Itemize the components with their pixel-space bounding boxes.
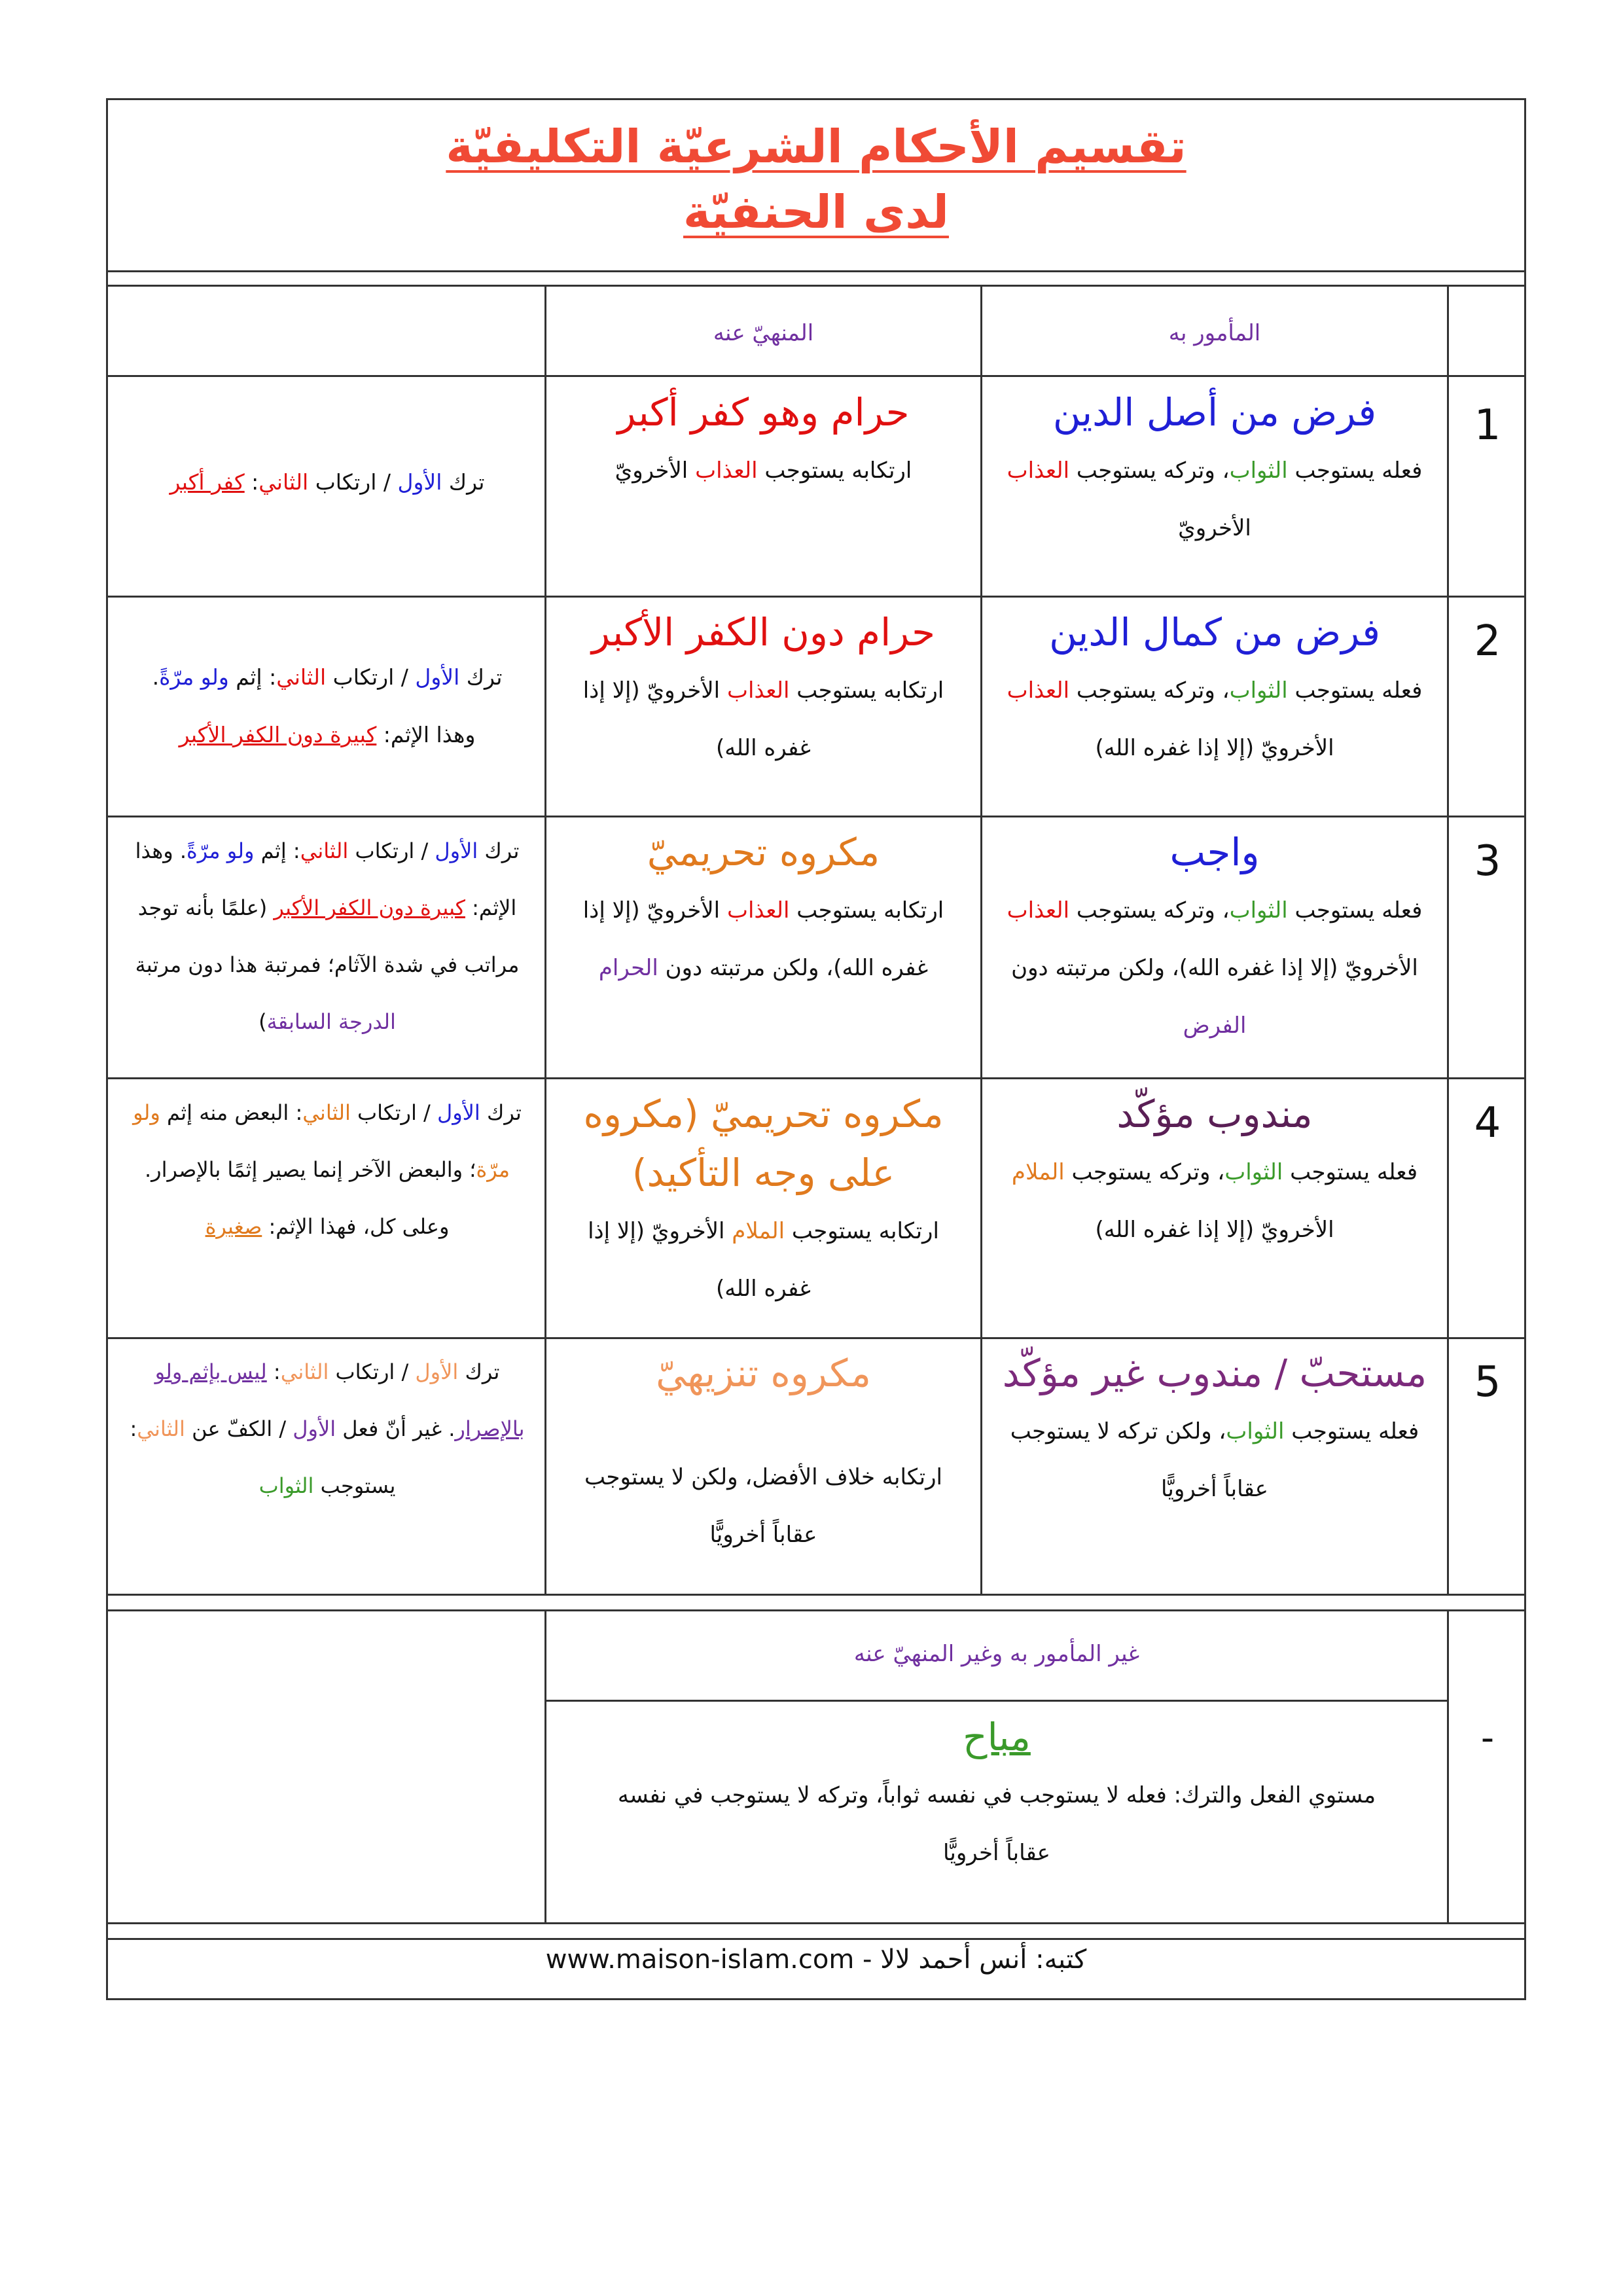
- text-part: ؛ والبعض الآخر إنما يصير إثمًا بالإصرار. وعلى كل، فهذا الإثم:: [144, 1157, 476, 1239]
- blame-term: الملام: [732, 1218, 785, 1244]
- text-part: / ارتكاب: [348, 838, 435, 863]
- text-part: الأخرويّ (إلا إذا غفره الله): [1095, 1217, 1334, 1243]
- text-part: (علمًا بأنه توجد مراتب في شدة الآثام؛ فمرتبة هذا دون مرتبة: [135, 895, 520, 977]
- ruling-note: [110, 823, 544, 1050]
- text-part: / ارتكاب: [308, 469, 398, 495]
- reward-term: الثواب: [259, 1473, 314, 1498]
- sin-level: صغيرة: [205, 1214, 262, 1239]
- text-part: :: [244, 469, 259, 495]
- text-part: ارتكابه يستوجب: [785, 1218, 939, 1244]
- forbidden-heading: مكروه تحريميّ: [647, 830, 880, 874]
- divider: [544, 1700, 1447, 1702]
- second-term: الثاني: [137, 1416, 185, 1441]
- text-part: . وهذا الإثم:: [135, 838, 517, 920]
- text-part: الأخرويّ (إلا إذا غفره الله): [1095, 735, 1334, 761]
- rank-term: الفرض: [1183, 1013, 1247, 1039]
- first-term: الأول: [397, 469, 442, 495]
- column-header-forbidden: المنهيّ عنه: [713, 320, 814, 346]
- punishment-term: العذاب: [726, 677, 790, 704]
- forbidden-heading: حرام وهو كفر أكبر: [617, 390, 910, 435]
- sin-level: ليس بإثم ولو بالإصرار: [154, 1359, 525, 1441]
- text-part: الأخرويّ (إلا إذا غفره الله): [588, 1218, 811, 1302]
- text-part: ، وتركه يستوجب: [1069, 677, 1230, 704]
- text-part: الأخرويّ (إلا إذا غفره الله): [582, 677, 811, 761]
- document-frame: [106, 98, 1526, 2000]
- text-part: ، وتركه يستوجب: [1064, 1159, 1225, 1185]
- commanded-cell: [982, 1085, 1447, 1259]
- text-part: فعله يستوجب: [1287, 897, 1423, 924]
- ruling-note: [110, 1344, 544, 1515]
- commanded-description: [1002, 1143, 1427, 1259]
- frequency-term: ولو مرّةً: [187, 838, 255, 863]
- text-part: ، وتركه يستوجب: [1069, 897, 1230, 924]
- text-part: ارتكابه يستوجب: [789, 897, 944, 924]
- divider: [108, 596, 1524, 598]
- text-part: / ارتكاب: [329, 1359, 416, 1384]
- row-number: -: [1480, 1717, 1495, 1759]
- forbidden-cell: [546, 603, 980, 777]
- commanded-heading: مندوب مؤكّد: [1116, 1092, 1313, 1136]
- first-term: الأول: [415, 1359, 459, 1384]
- row-number: 3: [1474, 837, 1501, 886]
- ruling-note: [110, 454, 544, 511]
- punishment-term: العذاب: [1007, 677, 1070, 704]
- row-number: 1: [1474, 401, 1501, 450]
- page-title: تقسيم الأحكام الشرعيّة التكليفيّة: [446, 120, 1186, 173]
- forbidden-description: [566, 662, 961, 777]
- forbidden-cell: [546, 383, 980, 499]
- divider: [108, 1594, 1524, 1596]
- text-part: / الكفّ عن: [185, 1416, 293, 1441]
- row-number: 4: [1474, 1099, 1501, 1147]
- divider: [108, 1938, 1524, 1940]
- commanded-heading: واجب: [1169, 830, 1260, 874]
- text-part: فعله يستوجب: [1287, 677, 1423, 704]
- commanded-cell: [982, 383, 1447, 557]
- commanded-heading: فرض من كمال الدين: [1049, 610, 1380, 655]
- reward-term: الثواب: [1224, 1159, 1283, 1185]
- text-part: ارتكابه يستوجب: [757, 457, 912, 484]
- text-part: الأخرويّ: [1178, 515, 1251, 541]
- second-term: الثاني: [302, 1100, 351, 1125]
- text-part: فعله يستوجب: [1287, 457, 1423, 484]
- text-part: : يستوجب: [130, 1416, 396, 1498]
- text-part: ترك: [442, 469, 485, 495]
- text-part: ، ولكن تركه لا يستوجب عقاباً أخرويًّا: [1010, 1418, 1268, 1502]
- commanded-description: [1002, 442, 1427, 557]
- text-part: :: [266, 1359, 281, 1384]
- second-term: الثاني: [259, 469, 309, 495]
- divider: [108, 1922, 1524, 1924]
- commanded-description: [1002, 882, 1427, 1054]
- text-part: ترك: [480, 1100, 522, 1125]
- first-term: الأول: [437, 1100, 480, 1125]
- forbidden-description: [566, 442, 961, 499]
- neutral-header: غير المأمور به وغير المنهيّ عنه: [853, 1641, 1140, 1667]
- page-subtitle: لدى الحنفيّة: [683, 185, 949, 239]
- forbidden-heading: مكروه تنزيهيّ: [656, 1351, 871, 1395]
- text-part: ترك: [459, 664, 503, 690]
- text-part: . غير أنّ فعل: [336, 1416, 455, 1441]
- col-divider: [1447, 1609, 1449, 1922]
- neutral-cell: [546, 1708, 1447, 1882]
- text-part: / ارتكاب: [350, 1100, 437, 1125]
- forbidden-cell: [546, 1085, 980, 1318]
- divider: [108, 285, 1524, 287]
- forbidden-cell: [546, 1344, 980, 1564]
- text-part: ، وتركه يستوجب: [1069, 457, 1230, 484]
- text-part: ): [259, 1009, 267, 1034]
- commanded-cell: [982, 823, 1447, 1054]
- column-header-commanded: المأمور به: [1168, 320, 1261, 346]
- commanded-cell: [982, 603, 1447, 777]
- punishment-term: العذاب: [1007, 457, 1070, 484]
- rank-term: الحرام: [598, 955, 658, 981]
- forbidden-heading: حرام دون الكفر الأكبر: [591, 610, 936, 655]
- row-number: 5: [1474, 1358, 1501, 1407]
- reward-term: الثواب: [1229, 677, 1288, 704]
- text-part: : البعض منه إثم: [160, 1100, 303, 1125]
- divider: [108, 1337, 1524, 1339]
- text-part: : إثم: [254, 838, 300, 863]
- punishment-term: العذاب: [1007, 897, 1070, 924]
- punishment-term: العذاب: [726, 897, 790, 924]
- text-part: الأخرويّ: [615, 457, 696, 484]
- ruling-note: [110, 1085, 544, 1255]
- text-part: فعله يستوجب: [1283, 1159, 1418, 1185]
- blame-term: الملام: [1011, 1159, 1065, 1185]
- sin-level: كبيرة دون الكفر الأكبر: [274, 895, 465, 920]
- text-part: الأخرويّ (إلا إذا غفره الله)، ولكن مرتبته دون: [1011, 955, 1418, 981]
- sin-level: كبيرة دون الكفر الأكبر: [179, 722, 377, 747]
- first-term: الأول: [293, 1416, 336, 1441]
- divider: [108, 816, 1524, 817]
- text-part: الأخرويّ (إلا إذا غفره الله)، ولكن مرتبته دون: [582, 897, 929, 981]
- first-term: الأول: [435, 838, 478, 863]
- frequency-term: ولو مرّةً: [159, 664, 229, 690]
- divider: [108, 270, 1524, 272]
- text-part: : إثم: [228, 664, 277, 690]
- reward-term: الثواب: [1226, 1418, 1285, 1444]
- ruling-note: [110, 649, 544, 764]
- punishment-term: العذاب: [695, 457, 758, 484]
- neutral-heading: مباح: [963, 1715, 1031, 1759]
- divider: [108, 1077, 1524, 1079]
- reward-term: الثواب: [1229, 457, 1288, 484]
- text-part: . وهذا الإثم:: [152, 664, 476, 747]
- text-part: ارتكابه يستوجب: [789, 677, 944, 704]
- text-part: / ارتكاب: [326, 664, 416, 690]
- second-term: الثاني: [300, 838, 349, 863]
- text-part: فعله يستوجب: [1284, 1418, 1419, 1444]
- forbidden-description: [566, 1202, 961, 1318]
- neutral-description: مستوي الفعل والترك: فعله لا يستوجب في نفسه ثواباً، وتركه لا يستوجب في نفسه عقاباً أخرويًّا: [617, 1782, 1376, 1866]
- divider: [108, 375, 1524, 377]
- frequency-term: ولو مرّة: [133, 1100, 510, 1182]
- text-part: ترك: [458, 1359, 500, 1384]
- first-term: الأول: [415, 664, 460, 690]
- commanded-cell: [982, 1344, 1447, 1518]
- commanded-description: [1002, 662, 1427, 777]
- second-term: الثاني: [276, 664, 327, 690]
- row-number: 2: [1474, 617, 1501, 666]
- commanded-heading: فرض من أصل الدين: [1052, 390, 1377, 435]
- reward-term: الثواب: [1229, 897, 1288, 924]
- rank-term: الدرجة السابقة: [266, 1009, 396, 1034]
- sin-level: كفر أكبر: [169, 469, 245, 495]
- author-credit: كتبه: أنس أحمد لالا - www.maison-islam.com: [545, 1945, 1087, 1975]
- forbidden-description: [566, 882, 961, 997]
- forbidden-heading: مكروه تحريميّ (مكروه على وجه التأكيد): [583, 1092, 944, 1195]
- text-part: ترك: [478, 838, 520, 863]
- forbidden-description: ارتكابه خلاف الأفضل، ولكن لا يستوجب عقاباً أخرويًّا: [584, 1464, 942, 1548]
- second-term: الثاني: [280, 1359, 329, 1384]
- commanded-heading: مستحبّ / مندوب غير مؤكّد: [1002, 1351, 1427, 1395]
- forbidden-cell: [546, 823, 980, 997]
- divider: [108, 1609, 1524, 1611]
- commanded-description: [1002, 1403, 1427, 1518]
